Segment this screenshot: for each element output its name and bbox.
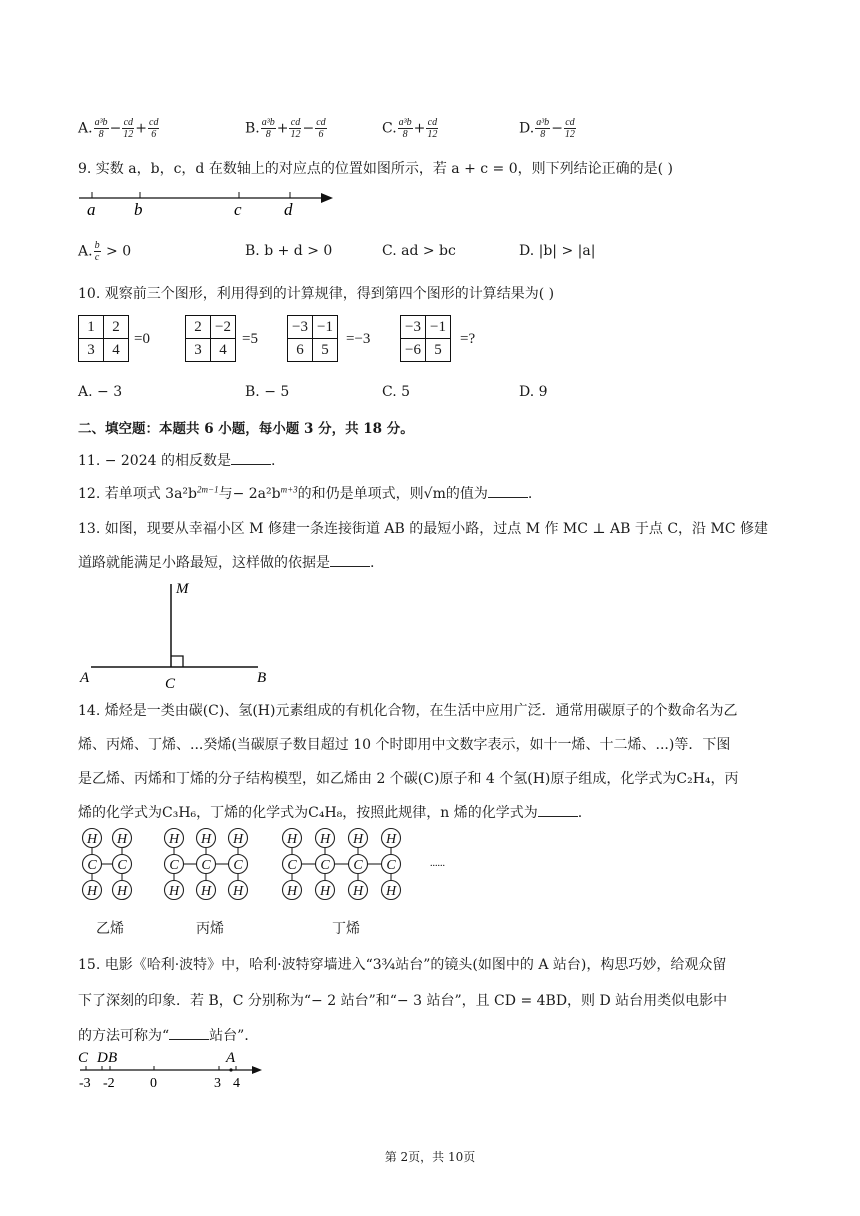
q8-option-b: B. $\frac{\text{a³b}}{8}$ + $\frac{cd}{12}$ − $\frac{cd}{6}$ <box>245 117 326 140</box>
q8-option-d: D. $\frac{\text{a³b}}{8}$ − $\frac{cd}{12}$ <box>519 117 575 140</box>
carbon-atom-label: C <box>169 858 179 873</box>
hydrogen-atom-label: H <box>200 832 212 847</box>
hydrogen-atom-label: H <box>352 884 364 899</box>
q8-option-a: A. $\frac{\text{a³b}}{8}$ − $\frac{cd}{12}$ + $\frac{cd}{6}$ <box>78 117 159 140</box>
q14-line3: 是乙烯、丙烯和丁烯的分子结构模型，如乙烯由 2 个碳(C)原子和 4 个氢(H)原子组成，化学式为C₂H₄，丙 <box>78 771 739 787</box>
molecule-name-propene: 丙烯 <box>196 921 224 937</box>
carbon-atom-label: C <box>353 858 363 873</box>
q10-result-4: =? <box>460 331 476 347</box>
q15-number-line <box>74 1047 274 1097</box>
q15-line1: 15. 电影《哈利·波特》中，哈利·波特穿墙进入“3¾站台”的镜头(如图中的 A 站台)，构思巧妙，给观众留 <box>78 957 727 973</box>
hydrogen-atom-label: H <box>200 884 212 899</box>
answer-blank <box>330 554 370 567</box>
q8-option-c: C. $\frac{\text{a³b}}{8}$ + $\frac{cd}{12}$ <box>382 117 438 140</box>
q14-line2: 烯、丙烯、丁烯、...癸烯(当碳原子数目超过 10 个时即用中文数字表示，如十一烯、十二烯、...)等．下图 <box>78 737 731 753</box>
axis-tick-neg3: -3 <box>79 1076 91 1091</box>
q14-line4: 烯的化学式为C₃H₆，丁烯的化学式为C₄H₈，按照此规律，n 烯的化学式为 . <box>78 805 583 821</box>
q9-number-line <box>75 188 340 220</box>
section-2-heading: 二、填空题：本题共 6 小题，每小题 3 分，共 18 分。 <box>78 421 414 437</box>
molecule-ellipsis: ...... <box>430 858 445 869</box>
label-c: C <box>165 676 176 692</box>
hydrogen-atom-label: H <box>168 832 180 847</box>
label-b: B <box>257 670 267 686</box>
answer-blank <box>169 1027 209 1040</box>
label-m: M <box>176 581 189 597</box>
q10-result-3: =−3 <box>346 331 371 347</box>
hydrogen-atom-label: H <box>286 884 298 899</box>
carbon-atom-label: C <box>233 858 243 873</box>
q15-line2: 下了深刻的印象．若 B，C 分别称为“− 2 站台”和“− 3 站台”，且 CD = 4BD，则 D 站台用类似电影中 <box>78 993 728 1009</box>
axis-letter-b: B <box>108 1050 118 1066</box>
axis-tick-3: 3 <box>214 1076 221 1091</box>
q14-molecule-models <box>72 824 472 904</box>
q10-stem: 10. 观察前三个图形，利用得到的计算规律，得到第四个图形的计算结果为( ) <box>78 286 555 302</box>
hydrogen-atom-label: H <box>385 832 397 847</box>
hydrogen-atom-label: H <box>86 884 98 899</box>
hydrogen-atom-label: H <box>319 884 331 899</box>
axis-letter-c: C <box>78 1050 89 1066</box>
carbon-atom-label: C <box>320 858 330 873</box>
q14-line1: 14. 烯烃是一类由碳(C)、氢(H)元素组成的有机化合物，在生活中应用广泛．通常用碳原子的个数命名为乙 <box>78 703 738 719</box>
hydrogen-atom-label: H <box>116 832 128 847</box>
q10-grid-2: 2 −2 3 4 <box>185 315 236 362</box>
q10-option-a: A. − 3 <box>78 384 123 400</box>
q13-line2: 道路就能满足小路最短，这样做的依据是 . <box>78 555 375 571</box>
q9-option-c: C. ad > bc <box>382 243 456 259</box>
q10-result-1: =0 <box>134 331 150 347</box>
q10-option-b: B. − 5 <box>245 384 290 400</box>
hydrogen-atom-label: H <box>286 832 298 847</box>
axis-label-a: a <box>87 200 96 219</box>
q10-option-d: D. 9 <box>519 384 548 400</box>
q15-line3: 的方法可称为“ 站台”． <box>78 1028 259 1044</box>
q13-diagram <box>75 578 275 693</box>
axis-label-b: b <box>134 200 143 219</box>
axis-tick-0: 0 <box>150 1076 157 1091</box>
q11: 11. − 2024 的相反数是 . <box>78 453 276 469</box>
q10-result-2: =5 <box>242 331 258 347</box>
hydrogen-atom-label: H <box>168 884 180 899</box>
hydrogen-atom-label: H <box>232 832 244 847</box>
hydrogen-atom-label: H <box>86 832 98 847</box>
hydrogen-atom-label: H <box>116 884 128 899</box>
axis-label-c: c <box>234 200 242 219</box>
q10-option-c: C. 5 <box>382 384 411 400</box>
hydrogen-atom-label: H <box>352 832 364 847</box>
axis-letter-d: D <box>97 1050 108 1066</box>
axis-letter-a: A <box>226 1050 236 1066</box>
q9-option-d: D. |b| > |a| <box>519 243 596 259</box>
q10-grid-4: −3 −1 −6 5 <box>400 315 451 362</box>
q10-grid-3: −3 −1 6 5 <box>287 315 338 362</box>
answer-blank <box>231 452 271 465</box>
q10-grid-1: 1 2 3 4 <box>78 315 129 362</box>
carbon-atom-label: C <box>87 858 97 873</box>
molecule-name-butene: 丁烯 <box>332 921 360 937</box>
axis-tick-4: 4 <box>233 1076 240 1091</box>
hydrogen-atom-label: H <box>385 884 397 899</box>
q9-option-b: B. b + d > 0 <box>245 243 333 259</box>
molecule-name-ethene: 乙烯 <box>96 921 124 937</box>
q9-option-a: A. $\frac{b}{c}$ > 0 <box>78 240 132 263</box>
page-footer: 第 2页，共 10页 <box>384 1150 476 1164</box>
q9-stem: 9. 实数 a，b，c，d 在数轴上的对应点的位置如图所示，若 a + c = 0，则下列结论正确的是( ) <box>78 161 673 177</box>
q13-line1: 13. 如图，现要从幸福小区 M 修建一条连接街道 AB 的最短小路，过点 M 作 MC ⊥ AB 于点 C，沿 MC 修建 <box>78 521 769 537</box>
answer-blank <box>488 485 528 498</box>
label-a: A <box>80 670 90 686</box>
axis-tick-neg2: -2 <box>103 1076 115 1091</box>
q12: 12. 若单项式 $3a^2b^{2m-1}$与− $2a^2b^{m+3}$的和仍是单项式，则√m的值为 . <box>78 484 533 502</box>
answer-blank <box>538 804 578 817</box>
carbon-atom-label: C <box>386 858 396 873</box>
carbon-atom-label: C <box>287 858 297 873</box>
axis-label-d: d <box>284 200 293 219</box>
hydrogen-atom-label: H <box>232 884 244 899</box>
hydrogen-atom-label: H <box>319 832 331 847</box>
carbon-atom-label: C <box>117 858 127 873</box>
carbon-atom-label: C <box>201 858 211 873</box>
